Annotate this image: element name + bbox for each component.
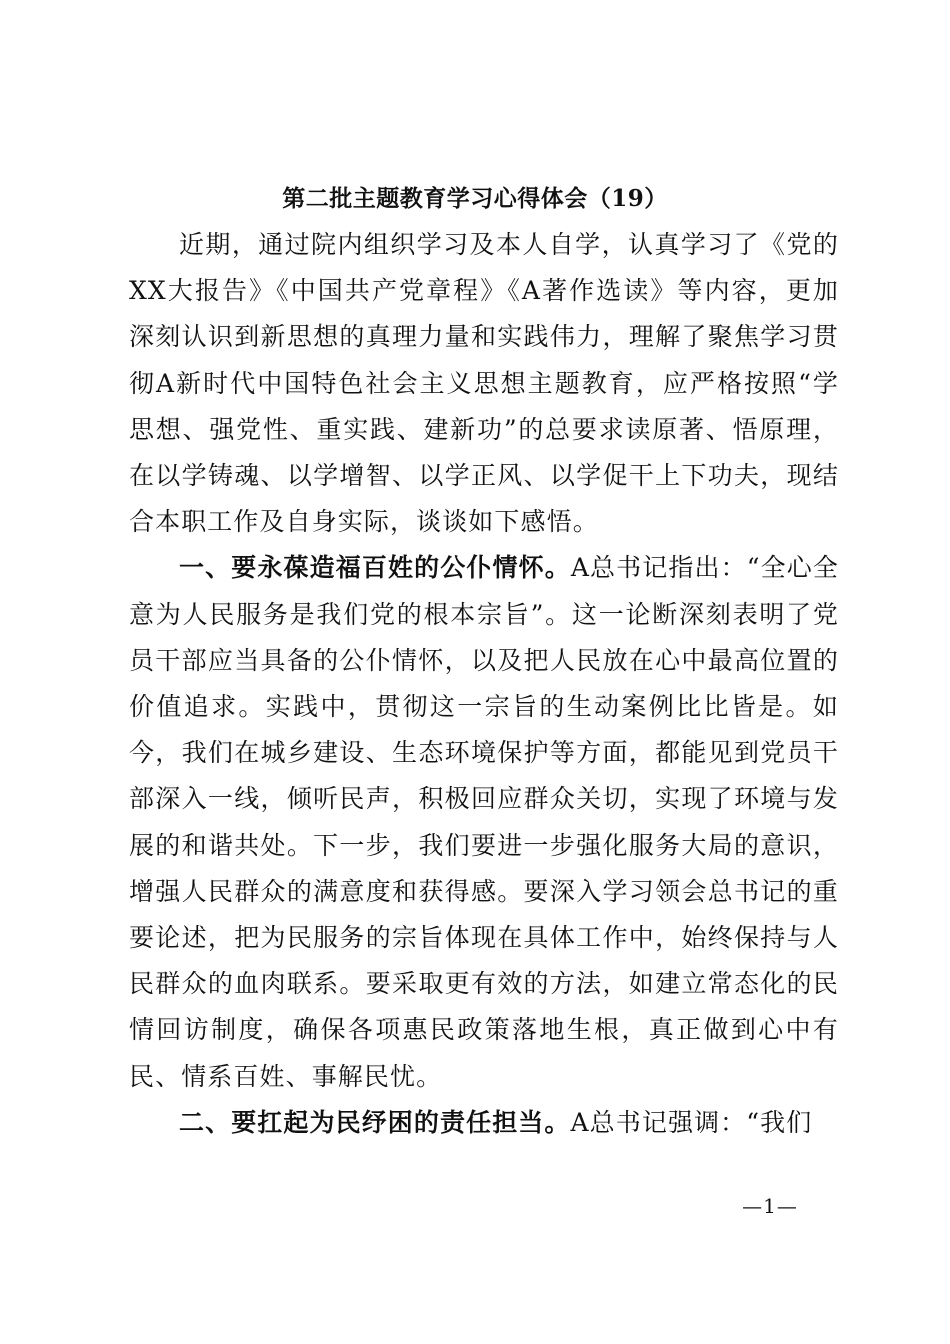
paragraph-intro (129, 222, 839, 545)
document-body (129, 222, 839, 1146)
section-heading: 一、要永葆造福百姓的公仆情怀。 (179, 553, 571, 583)
document-title: 第二批主题教育学习心得体会（19） (282, 185, 668, 212)
paragraph-section-1 (129, 545, 839, 1099)
paragraph-section-2 (129, 1100, 839, 1146)
paragraph-text: 近期，通过院内组织学习及本人自学，认真学习了《党的XX大报告》《中国共产党章程》《A著作选读》等内容，更加深刻认识到新思想的真理力量和实践伟力，理解了聚焦学习贯彻A新时代中国特色社会主义思想主题教育，应严格按照“学思想、强党性、重实践、建新功”的总要求读原著、悟原理，在以学铸魂、以学增智、以学正风、以学促干上下功夫，现结合本职工作及自身实际，谈谈如下感悟。 (129, 230, 839, 537)
page-number: —1— (742, 1194, 798, 1218)
paragraph-text: A总书记指出：“全心全意为人民服务是我们党的根本宗旨”。这一论断深刻表明了党员干部应当具备的公仆情怀，以及把人民放在心中最高位置的价值追求。实践中，贯彻这一宗旨的生动案例比比皆是。如今，我们在城乡建设、生态环境保护等方面，都能见到党员干部深入一线，倾听民声，积极回应群众关切，实现了环境与发展的和谐共处。下一步，我们要进一步强化服务大局的意识，增强人民群众的满意度和获得感。要深入学习领会总书记的重要论述，把为民服务的宗旨体现在具体工作中，始终保持与人民群众的血肉联系。要采取更有效的方法，如建立常态化的民情回访制度，确保各项惠民政策落地生根，真正做到心中有民、情系百姓、事解民忧。 (129, 553, 839, 1091)
section-heading: 二、要扛起为民纾困的责任担当。 (179, 1107, 571, 1137)
paragraph-text: A总书记强调：“我们 (570, 1107, 813, 1137)
